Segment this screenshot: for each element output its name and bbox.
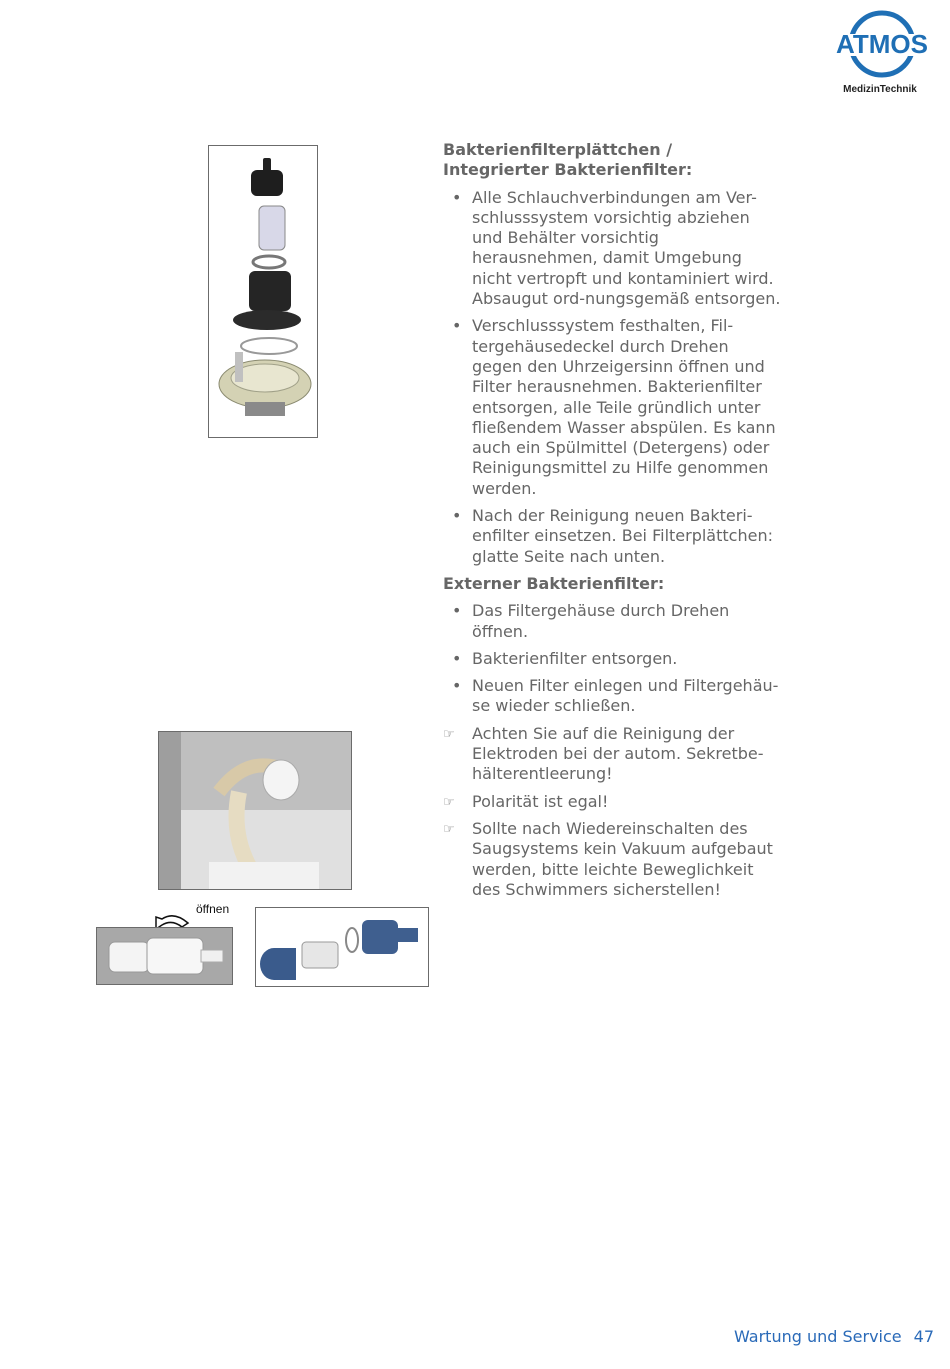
instructions-column [443, 140, 783, 907]
pointing-hand-icon: ☞ [443, 821, 455, 837]
list-item-text: Neuen Filter einlegen und Filtergehäu-se wieder schließen. [472, 676, 779, 716]
list-item-text: Alle Schlauchverbindungen am Ver-schlusssystem vorsichtig abziehen und Behälter vorsichtig herausnehmen, damit Umgebung nicht vertropft und kontaminiert wird. Absaugut ord-nungsgemäß entsorgen. [472, 187, 781, 309]
note-text: Achten Sie auf die Reinigung der Elektroden bei der autom. Sekretbe-hälterentleerung! [472, 723, 764, 784]
list-item-text: Bakterienfilter entsorgen. [472, 648, 678, 668]
footer-section-title: Wartung und Service [734, 1327, 902, 1346]
bullet: • [452, 316, 462, 336]
list-item [443, 649, 783, 669]
bullet: • [452, 648, 462, 668]
note-text: Polarität ist egal! [472, 791, 609, 811]
filter-assembly-exploded-image [208, 145, 318, 438]
bullet: • [452, 676, 462, 696]
note-item [443, 792, 783, 812]
external-filter-closed-image [96, 927, 233, 985]
list-item [443, 316, 783, 499]
page-footer [734, 1327, 934, 1346]
section-heading-integrated-filter: Bakterienfilterplättchen / Integrierter Bakterienfilter: [443, 140, 693, 180]
bullet: • [452, 187, 462, 207]
note-text: Sollte nach Wiedereinschalten des Saugsystems kein Vakuum aufgebaut werden, bitte leichte Beweglichkeit des Schwimmers sicherstellen! [472, 818, 773, 899]
list-item [443, 601, 783, 642]
list-item-text: Nach der Reinigung neuen Bakteri-enfilter einsetzen. Bei Filterplättchen: glatte Seite nach unten. [472, 506, 773, 566]
list-item [443, 676, 783, 717]
note-item [443, 724, 783, 785]
note-item [443, 819, 783, 900]
section-heading-external-filter: Externer Bakterienfilter: [443, 573, 665, 593]
device-photo [158, 731, 352, 890]
bullet: • [452, 506, 462, 526]
open-label: öffnen [196, 902, 230, 916]
list-item-text: Verschlusssystem festhalten, Fil-tergehäusedeckel durch Drehen gegen den Uhrzeigersinn öffnen und Filter herausnehmen. Bakterienfilter entsorgen, alle Teile gründlich unter fließendem Wasser abspülen. Es kann auch ein Spülmittel (Detergens) oder Reinigungsmittel zu Hilfe genommen werden. [472, 316, 776, 498]
external-filter-parts-image [255, 907, 429, 987]
list-item [443, 188, 783, 310]
logo-brand: ATMOS [836, 29, 928, 59]
logo-tagline: MedizinTechnik [843, 84, 917, 95]
list-item [443, 506, 783, 567]
pointing-hand-icon: ☞ [443, 794, 455, 810]
bullet: • [452, 601, 462, 621]
list-item-text: Das Filtergehäuse durch Drehen öffnen. [472, 601, 730, 641]
pointing-hand-icon: ☞ [443, 726, 455, 742]
page-number: 47 [913, 1327, 934, 1346]
